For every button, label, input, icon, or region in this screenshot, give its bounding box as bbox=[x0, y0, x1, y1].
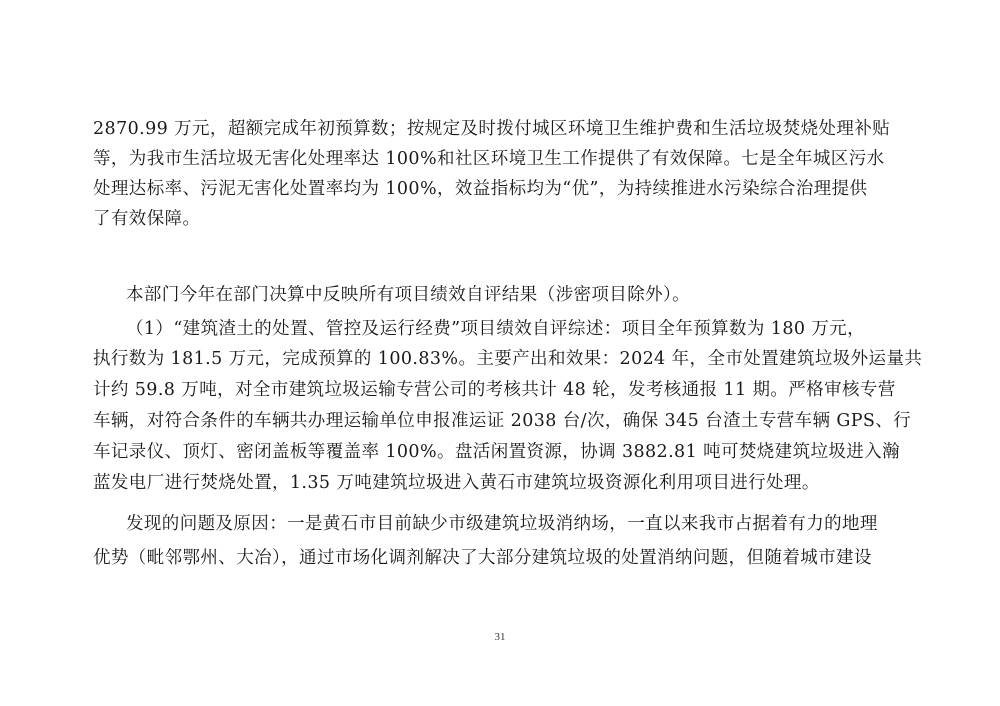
paragraph-line: 执行数为 181.5 万元，完成预算的 100.83%。主要产出和效果：2024 年，全市处置建筑垃圾外运量共 bbox=[93, 349, 923, 369]
paragraph-line: 2870.99 万元，超额完成年初预算数；按规定及时拨付城区环境卫生维护费和生活垃圾焚烧处理补贴 bbox=[93, 119, 891, 139]
paragraph-line: 蓝发电厂进行焚烧处置，1.35 万吨建筑垃圾进入黄石市建筑垃圾资源化利用项目进行处理。 bbox=[93, 473, 820, 493]
paragraph-line: 本部门今年在部门决算中反映所有项目绩效自评结果（涉密项目除外）。 bbox=[126, 285, 691, 305]
paragraph-line: 计约 59.8 万吨，对全市建筑垃圾运输专营公司的考核共计 48 轮，发考核通报 11 期。严格审核专营 bbox=[93, 380, 896, 400]
paragraph-line: 车辆，对符合条件的车辆共办理运输单位申报准运证 2038 台/次，确保 345 台渣土专营车辆 GPS、行 bbox=[93, 411, 912, 431]
paragraph-line: 发现的问题及原因：一是黄石市目前缺少市级建筑垃圾消纳场，一直以来我市占据着有力的地理 bbox=[126, 514, 878, 534]
paragraph-line: 了有效保障。 bbox=[93, 209, 201, 229]
paragraph-line: 车记录仪、顶灯、密闭盖板等覆盖率 100%。盘活闲置资源，协调 3882.81 吨可焚烧建筑垃圾进入瀚 bbox=[93, 442, 900, 462]
page-number: 31 bbox=[494, 631, 506, 643]
paragraph-line: 优势（毗邻鄂州、大冶），通过市场化调剂解决了大部分建筑垃圾的处置消纳问题，但随着城市建设 bbox=[93, 548, 872, 568]
paragraph-line: （1）“建筑渣土的处置、管控及运行经费”项目绩效自评综述：项目全年预算数为 180 万元， bbox=[126, 319, 866, 339]
paragraph-line: 等，为我市生活垃圾无害化处理率达 100%和社区环境卫生工作提供了有效保障。七是全年城区污水 bbox=[93, 149, 885, 169]
paragraph-line: 处理达标率、污泥无害化处置率均为 100%，效益指标均为“优”，为持续推进水污染综合治理提供 bbox=[93, 179, 868, 199]
